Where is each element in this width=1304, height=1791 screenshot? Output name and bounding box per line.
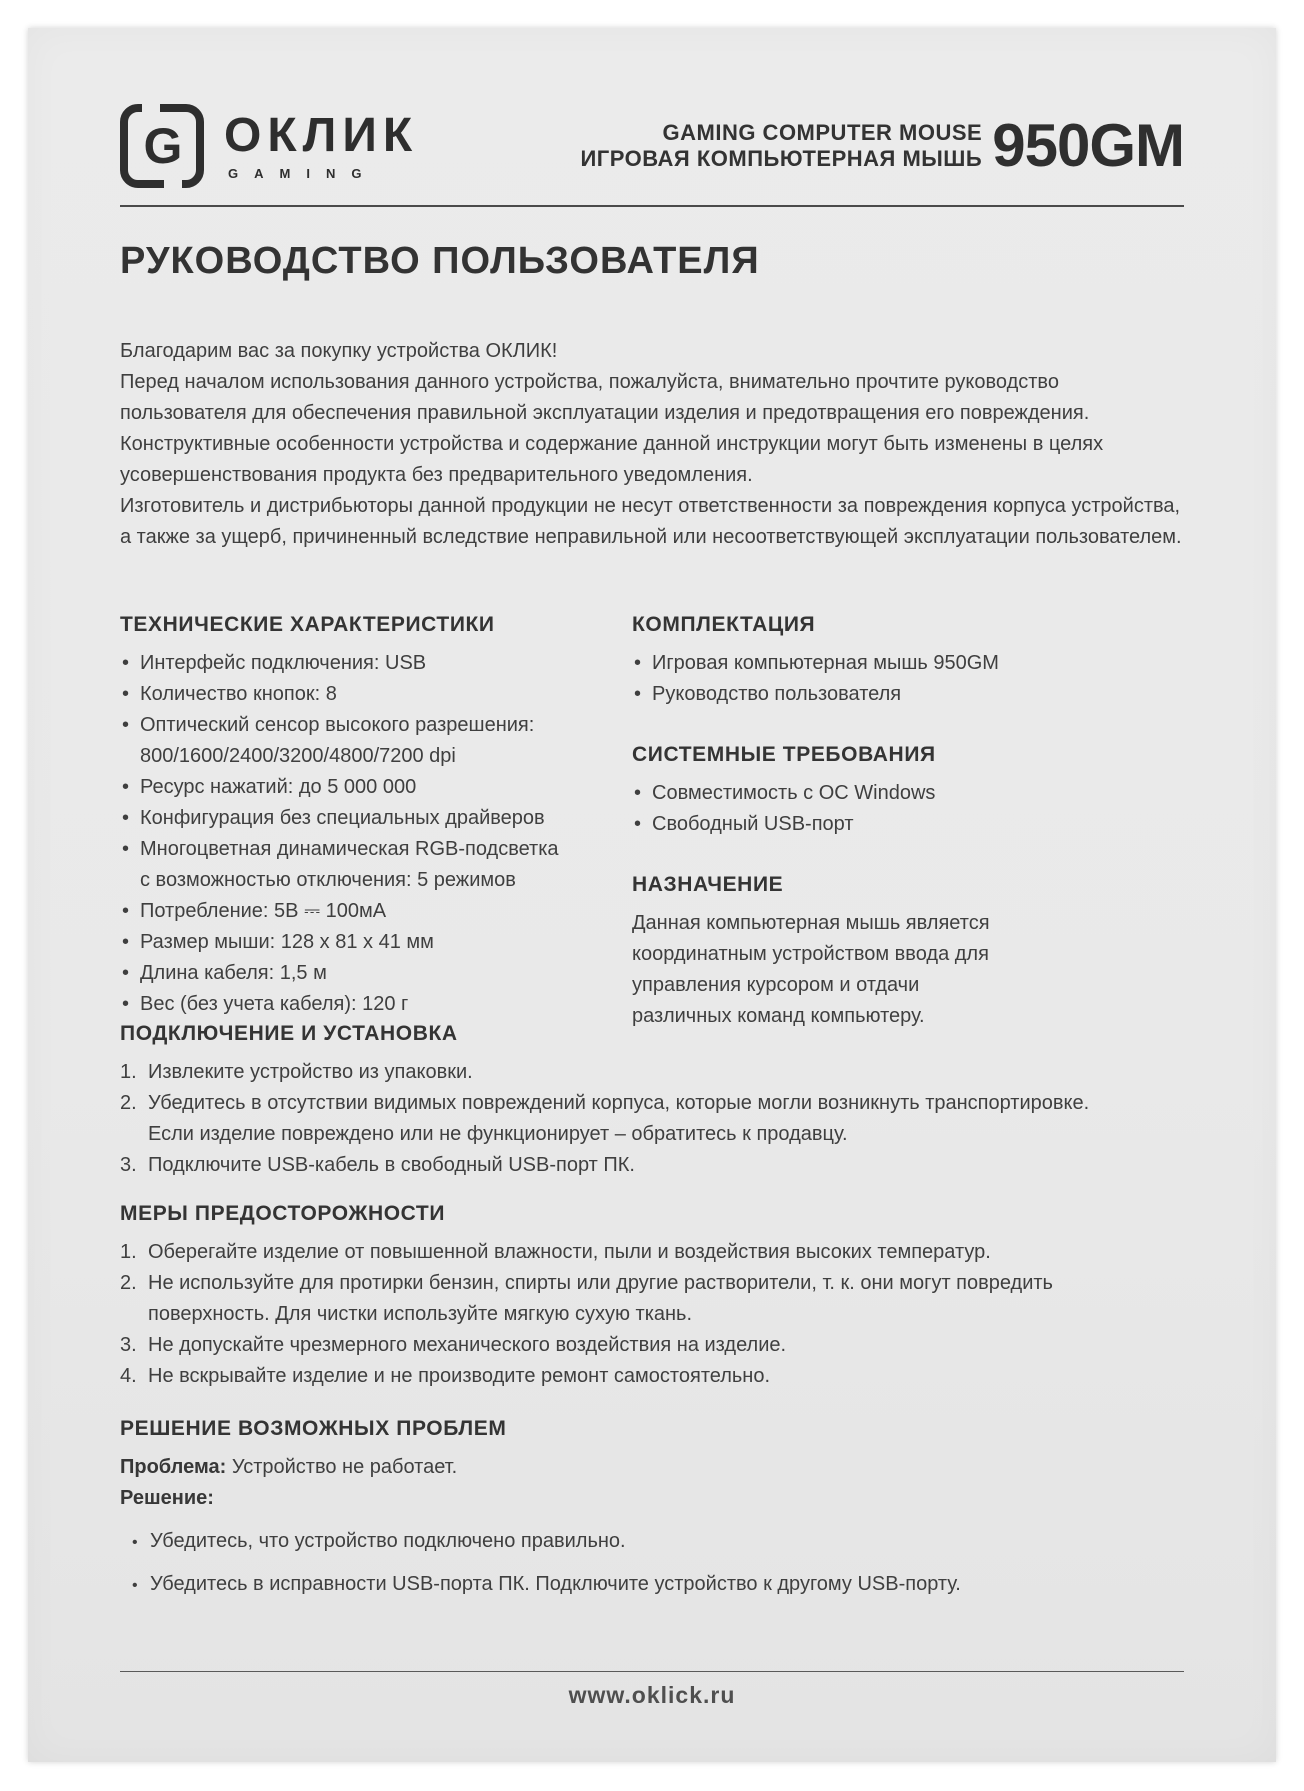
specs-list <box>120 648 632 1020</box>
package-item: • Руководство пользователя <box>632 679 1084 710</box>
spec-item: • Оптический сенсор высокого разрешения: 800/1600/2400/3200/4800/7200 dpi <box>120 710 572 772</box>
installation-step: Убедитесь в отсутствии видимых повреждений корпуса, которые могли возникнуть транспортировке. Если изделие повреждено или не функционирует – обратитесь к продавцу. <box>148 1092 1090 1145</box>
section-package <box>632 613 1184 710</box>
section-precautions <box>120 1202 1184 1392</box>
right-column <box>632 613 1184 1032</box>
installation-step: Извлеките устройство из упаковки. <box>148 1061 473 1083</box>
intro-paragraphs <box>120 336 1184 553</box>
columns <box>120 613 1184 1032</box>
product-header <box>580 112 1184 179</box>
spec-item: • Ресурс нажатий: до 5 000 000 <box>120 772 572 803</box>
spec-item: • Потребление: 5В ⎓ 100мА <box>120 896 572 927</box>
troubleshooting-heading: РЕШЕНИЕ ВОЗМОЖНЫХ ПРОБЛЕМ <box>120 1417 507 1440</box>
product-name-en: GAMING COMPUTER MOUSE <box>662 120 983 145</box>
header-divider <box>120 205 1184 207</box>
solution-list <box>132 1526 1184 1600</box>
page-title: РУКОВОДСТВО ПОЛЬЗОВАТЕЛЯ <box>120 240 760 282</box>
spec-item: • Количество кнопок: 8 <box>120 679 572 710</box>
product-name-ru: ИГРОВАЯ КОМПЬЮТЕРНАЯ МЫШЬ <box>580 146 983 171</box>
paper-sheet <box>28 28 1276 1762</box>
installation-heading: ПОДКЛЮЧЕНИЕ И УСТАНОВКА <box>120 1022 458 1045</box>
spec-item: • Конфигурация без специальных драйверов <box>120 803 572 834</box>
installation-step: Подключите USB-кабель в свободный USB-порт ПК. <box>148 1154 635 1176</box>
spec-item: • Размер мыши: 128 x 81 x 41 мм <box>120 927 572 958</box>
purpose-heading: НАЗНАЧЕНИЕ <box>632 873 784 896</box>
spec-item: • Длина кабеля: 1,5 м <box>120 958 572 989</box>
logo-letter: G <box>143 118 181 174</box>
solution-item: • Убедитесь, что устройство подключено правильно. <box>132 1526 1184 1557</box>
precaution-step: Оберегайте изделие от повышенной влажности, пыли и воздействия высоких температур. <box>148 1241 991 1263</box>
spec-item: • Многоцветная динамическая RGB-подсветка с возможностью отключения: 5 режимов <box>120 834 572 896</box>
spec-item: • Вес (без учета кабеля): 120 г <box>120 989 572 1020</box>
section-troubleshooting <box>120 1417 1184 1600</box>
header <box>120 86 1184 206</box>
product-name-lines <box>580 120 982 172</box>
solution-label: Решение: <box>120 1487 214 1509</box>
brand-subtitle: GAMING <box>228 165 378 181</box>
oklick-g-logo-icon <box>120 104 204 188</box>
precautions-steps <box>120 1237 1184 1392</box>
problem-line <box>120 1452 1184 1483</box>
section-installation <box>120 1022 1184 1181</box>
problem-text: Устройство не работает. <box>231 1456 458 1478</box>
system-heading: СИСТЕМНЫЕ ТРЕБОВАНИЯ <box>632 743 936 766</box>
section-specs <box>120 613 632 1032</box>
installation-steps <box>120 1057 1184 1181</box>
intro-p1: Благодарим вас за покупку устройства ОКЛИК! <box>120 340 558 362</box>
package-heading: КОМПЛЕКТАЦИЯ <box>632 613 816 636</box>
footer-url: www.oklick.ru <box>568 1682 736 1708</box>
model-number: 950GM <box>992 112 1184 179</box>
specs-heading: ТЕХНИЧЕСКИЕ ХАРАКТЕРИСТИКИ <box>120 613 495 636</box>
package-list <box>632 648 1184 710</box>
brand-text <box>224 108 419 181</box>
system-item: • Свободный USB-порт <box>632 809 1084 840</box>
precaution-step: Не вскрывайте изделие и не производите ремонт самостоятельно. <box>148 1365 771 1387</box>
solution-item: • Убедитесь в исправности USB-порта ПК. Подключите устройство к другому USB-порту. <box>132 1569 1184 1600</box>
intro-p3: Конструктивные особенности устройства и содержание данной инструкции могут быть изменены в целях усовершенствования продукта без предварительного уведомления. <box>120 433 1104 486</box>
system-item: • Совместимость с ОС Windows <box>632 778 1084 809</box>
section-system-requirements <box>632 743 1184 840</box>
purpose-text: Данная компьютерная мышь является координатным устройством ввода для управления курсором и отдачи различных команд компьютеру. <box>632 912 990 1027</box>
intro-p2: Перед началом использования данного устройства, пожалуйста, внимательно прочтите руководство пользователя для обеспечения правильной эксплуатации изделия и предотвращения его повреждения. <box>120 371 1090 424</box>
section-purpose <box>632 873 1184 1032</box>
package-item: • Игровая компьютерная мышь 950GM <box>632 648 1084 679</box>
problem-label: Проблема: <box>120 1456 227 1478</box>
spec-item: • Интерфейс подключения: USB <box>120 648 572 679</box>
precautions-heading: МЕРЫ ПРЕДОСТОРОЖНОСТИ <box>120 1202 446 1225</box>
intro-p4: Изготовитель и дистрибьюторы данной продукции не несут ответственности за повреждения корпуса устройства, а также за ущерб, причиненный вследствие неправильной или несоответствующей эксплуатации пользователем. <box>120 495 1182 548</box>
system-list <box>632 778 1184 840</box>
brand-name: ОКЛИК <box>224 108 419 162</box>
footer-divider <box>120 1671 1184 1672</box>
precaution-step: Не допускайте чрезмерного механического воздействия на изделие. <box>148 1334 787 1356</box>
precaution-step: Не используйте для протирки бензин, спирты или другие растворители, т. к. они могут повредить поверхность. Для чистки используйте мягкую сухую ткань. <box>148 1272 1053 1325</box>
brand-logo <box>120 104 418 188</box>
